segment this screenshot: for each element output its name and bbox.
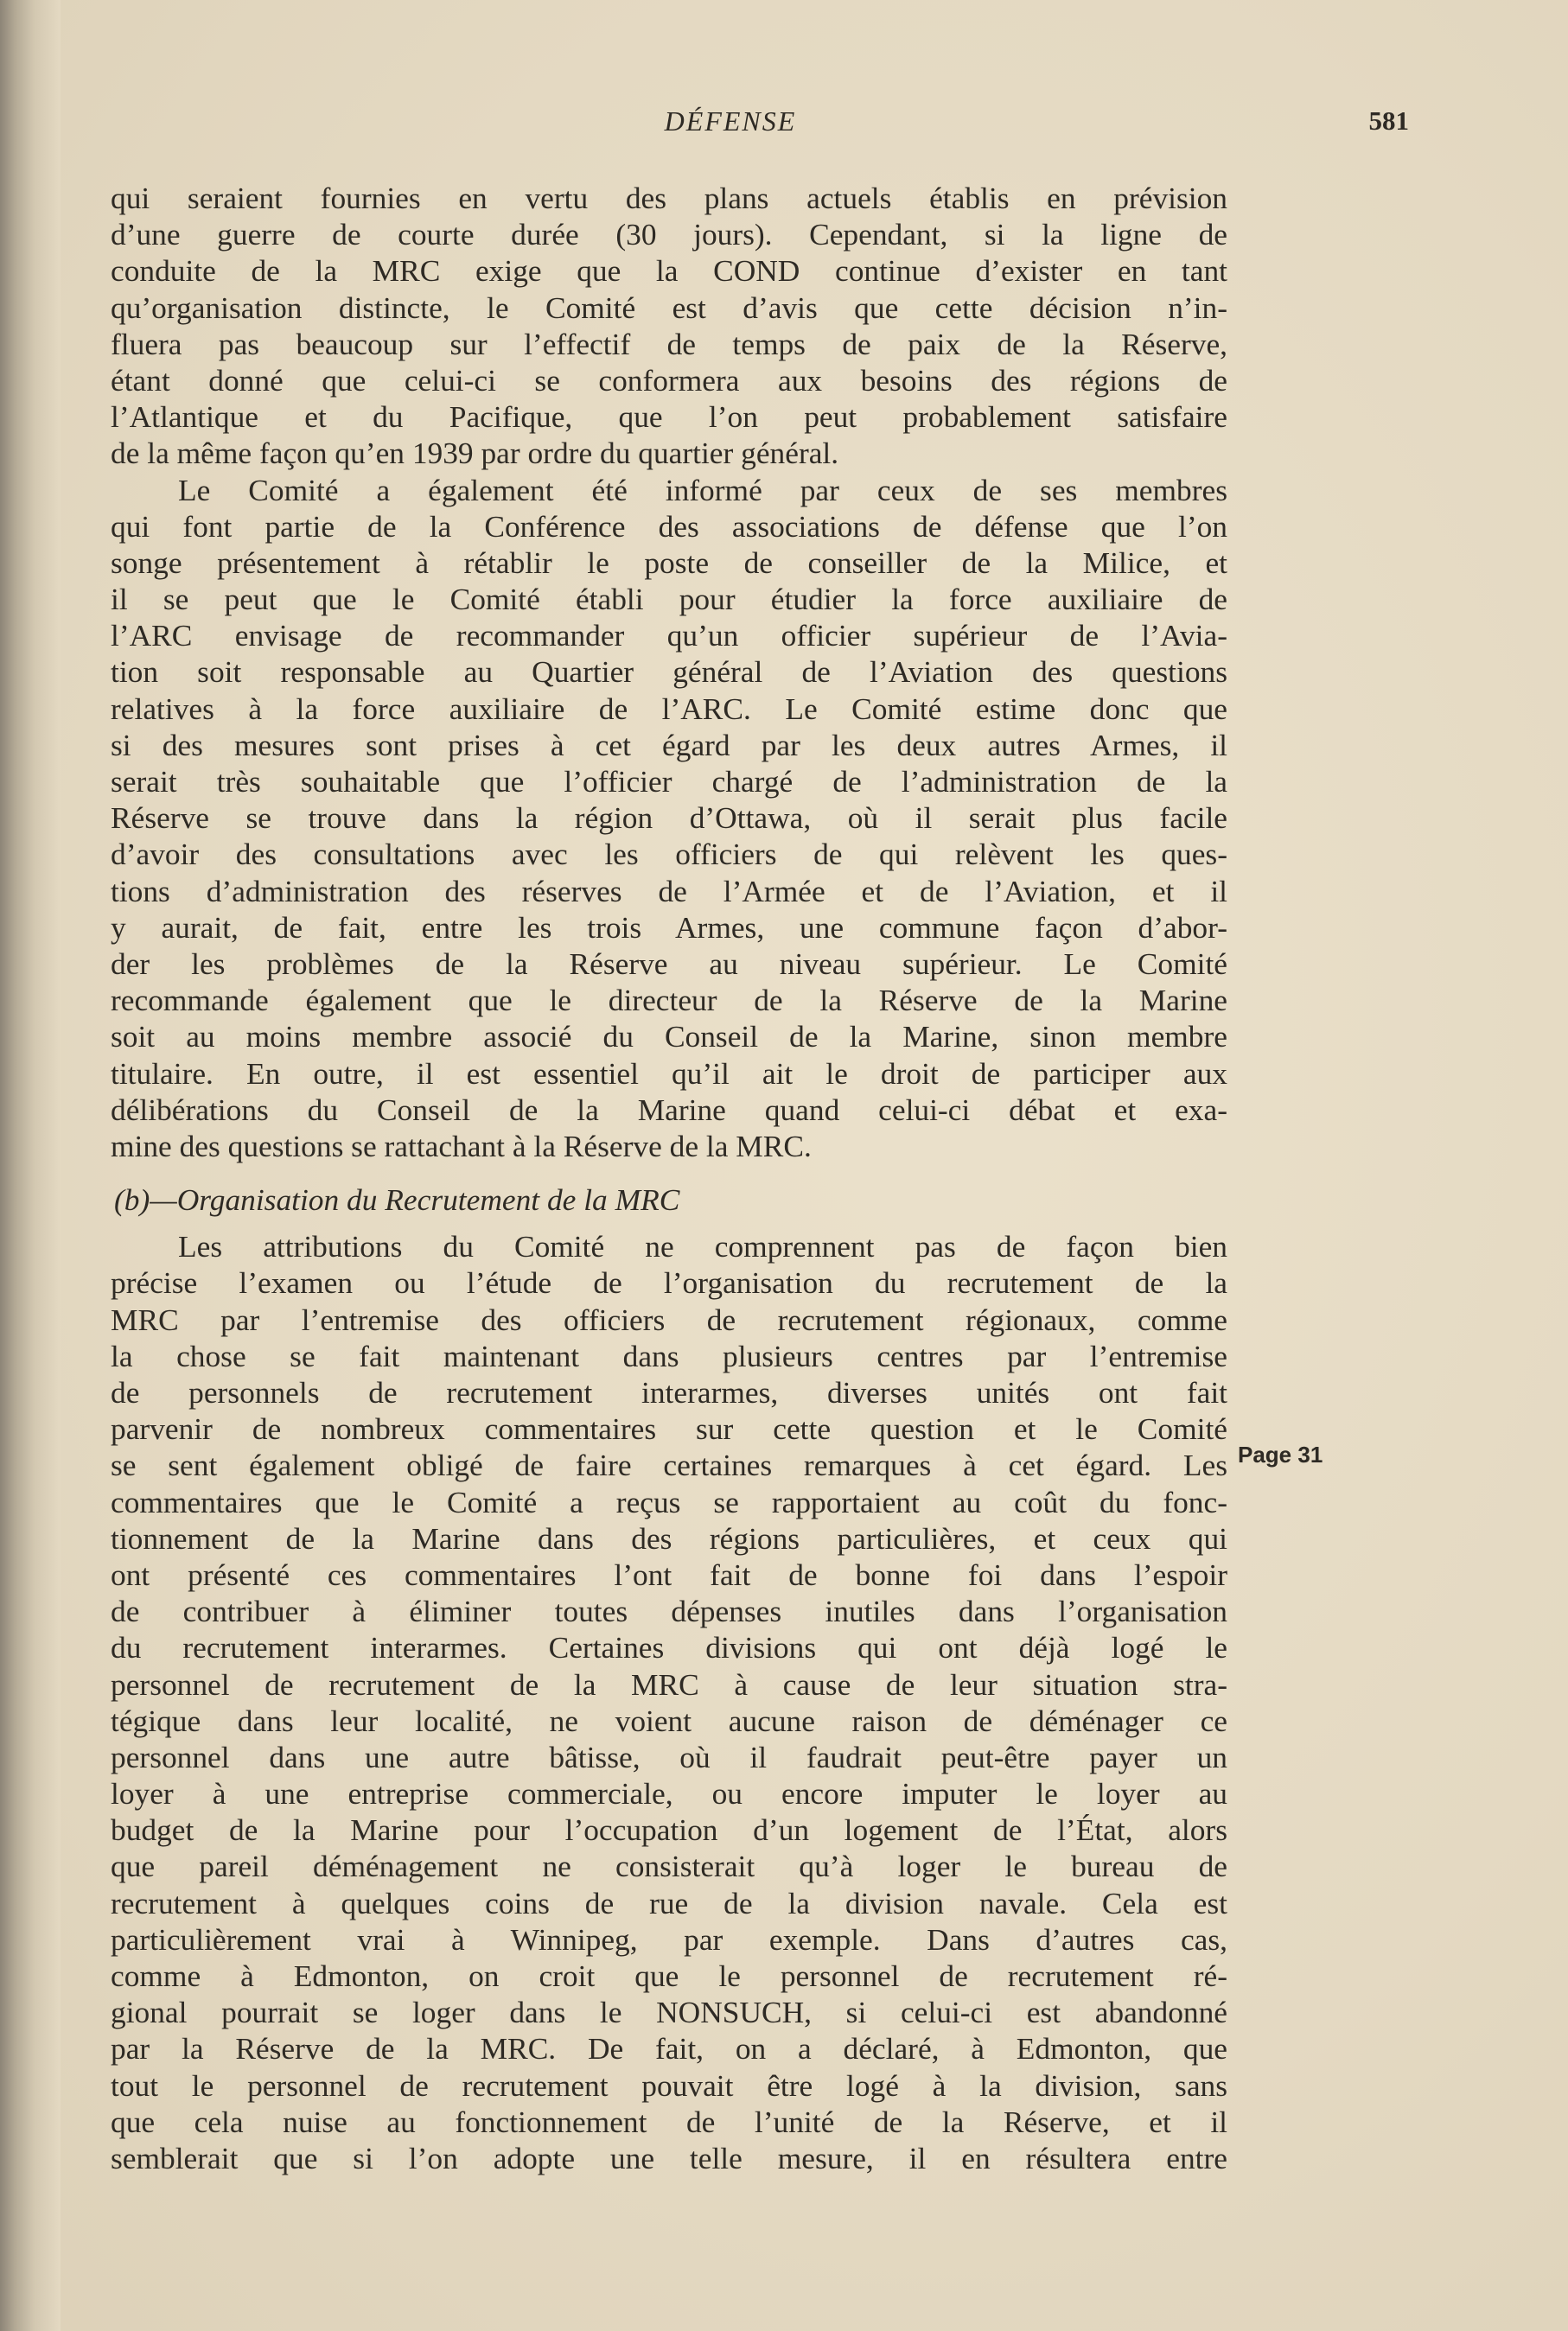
text-line: il se peut que le Comité établi pour étudier la force auxiliaire de — [111, 582, 1227, 617]
text-line: d’une guerre de courte durée (30 jours). Cependant, si la ligne de — [111, 217, 1227, 252]
text-line: loyer à une entreprise commerciale, ou encore imputer le loyer au — [111, 1776, 1227, 1812]
running-header — [112, 105, 1409, 149]
text-line: soit au moins membre associé du Conseil de la Marine, sinon membre — [111, 1019, 1227, 1054]
text-line: l’Atlantique et du Pacifique, que l’on peut probablement satisfaire — [111, 399, 1227, 435]
text-line: ont présenté ces commentaires l’ont fait de bonne foi dans l’espoir — [111, 1557, 1227, 1592]
text-line: de contribuer à éliminer toutes dépenses inutiles dans l’organisation — [111, 1594, 1227, 1629]
paragraph-1 — [111, 180, 1227, 472]
text-line: tout le personnel de recrutement pouvait être logé à la division, sans — [111, 2067, 1227, 2103]
text-line: Le Comité a également été informé par ceux de ses membres — [178, 472, 1227, 507]
text-line: l’ARC envisage de recommander qu’un officier supérieur de l’Avia- — [111, 618, 1227, 653]
text-line: que cela nuise au fonctionnement de l’unité de la Réserve, et il — [111, 2104, 1227, 2139]
text-line: de la même façon qu’en 1939 par ordre du quartier général. — [111, 436, 839, 471]
body-text — [111, 180, 1227, 2176]
text-line: qui font partie de la Conférence des associations de défense que l’on — [111, 508, 1227, 544]
text-line: commentaires que le Comité a reçus se rapportaient au coût du fonc- — [111, 1484, 1227, 1519]
text-line: fluera pas beaucoup sur l’effectif de temps de paix de la Réserve, — [111, 326, 1227, 361]
text-line: budget de la Marine pour l’occupation d’un logement de l’État, alors — [111, 1812, 1227, 1848]
text-line: MRC par l’entremise des officiers de recrutement régionaux, comme — [111, 1302, 1227, 1337]
text-line: tégique dans leur localité, ne voient aucune raison de déménager ce — [111, 1703, 1227, 1738]
paragraph-3 — [111, 1228, 1227, 2176]
text-line: tion soit responsable au Quartier général de l’Aviation des questions — [111, 654, 1227, 690]
text-line: qu’organisation distincte, le Comité est d’avis que cette décision n’in- — [111, 290, 1227, 325]
text-line: semblerait que si l’on adopte une telle mesure, il en résultera entre — [111, 2140, 1227, 2175]
text-line: recrutement à quelques coins de rue de la division navale. Cela est — [111, 1885, 1227, 1920]
text-line: que pareil déménagement ne consisterait qu’à loger le bureau de — [111, 1849, 1227, 1884]
text-line: mine des questions se rattachant à la Réserve de la MRC. — [111, 1128, 812, 1163]
text-line: tionnement de la Marine dans des régions particulières, et ceux qui — [111, 1520, 1227, 1556]
text-line: particulièrement vrai à Winnipeg, par exemple. Dans d’autres cas, — [111, 1921, 1227, 1957]
page-number: 581 — [1368, 105, 1409, 136]
text-line: der les problèmes de la Réserve au niveau supérieur. Le Comité — [111, 946, 1227, 981]
text-line: personnel de recrutement de la MRC à cause de leur situation stra- — [111, 1666, 1227, 1702]
text-line: recommande également que le directeur de la Réserve de la Marine — [111, 983, 1227, 1018]
text-line: précise l’examen ou l’étude de l’organisation du recrutement de la — [111, 1265, 1227, 1301]
text-line: par la Réserve de la MRC. De fait, on a déclaré, à Edmonton, que — [111, 2031, 1227, 2067]
running-title: DÉFENSE — [664, 105, 797, 137]
text-line: tions d’administration des réserves de l’Armée et de l’Aviation, et il — [111, 873, 1227, 908]
text-line: délibérations du Conseil de la Marine quand celui-ci débat et exa- — [111, 1092, 1227, 1127]
text-line: personnel dans une autre bâtisse, où il faudrait peut-être payer un — [111, 1739, 1227, 1774]
text-line: de personnels de recrutement interarmes, diverses unités ont fait — [111, 1375, 1227, 1410]
text-line: titulaire. En outre, il est essentiel qu’il ait le droit de participer aux — [111, 1055, 1227, 1091]
paragraph-2 — [111, 472, 1227, 1165]
text-line: relatives à la force auxiliaire de l’ARC. Le Comité estime donc que — [111, 691, 1227, 726]
text-line: se sent également obligé de faire certaines remarques à cet égard. Les — [111, 1448, 1227, 1483]
text-line: étant donné que celui-ci se conformera aux besoins des régions de — [111, 362, 1227, 398]
text-line: serait très souhaitable que l’officier chargé de l’administration de la — [111, 764, 1227, 799]
text-line: la chose se fait maintenant dans plusieurs centres par l’entremise — [111, 1338, 1227, 1373]
text-line: parvenir de nombreux commentaires sur cette question et le Comité — [111, 1411, 1227, 1447]
text-line: si des mesures sont prises à cet égard par les deux autres Armes, il — [111, 727, 1227, 762]
text-line: y aurait, de fait, entre les trois Armes, une commune façon d’abor- — [111, 909, 1227, 945]
book-spine-shadow — [0, 0, 61, 2331]
text-line: Réserve se trouve dans la région d’Ottawa, où il serait plus facile — [111, 800, 1227, 836]
margin-note-page-reference: Page 31 — [1238, 1442, 1323, 1468]
text-line: qui seraient fournies en vertu des plans actuels établis en prévision — [111, 181, 1227, 215]
text-line: gional pourrait se loger dans le NONSUCH, si celui-ci est abandonné — [111, 1995, 1227, 2030]
text-line: Les attributions du Comité ne comprennent pas de façon bien — [178, 1229, 1227, 1264]
text-line: d’avoir des consultations avec les officiers de qui relèvent les ques- — [111, 837, 1227, 872]
text-line: comme à Edmonton, on croit que le personnel de recrutement ré- — [111, 1958, 1227, 1993]
section-heading: (b)—Organisation du Recrutement de la MRC — [114, 1182, 680, 1218]
text-line: songe présentement à rétablir le poste de conseiller de la Milice, et — [111, 545, 1227, 580]
text-line: du recrutement interarmes. Certaines divisions qui ont déjà logé le — [111, 1630, 1227, 1665]
text-line: conduite de la MRC exige que la COND continue d’exister en tant — [111, 253, 1227, 289]
